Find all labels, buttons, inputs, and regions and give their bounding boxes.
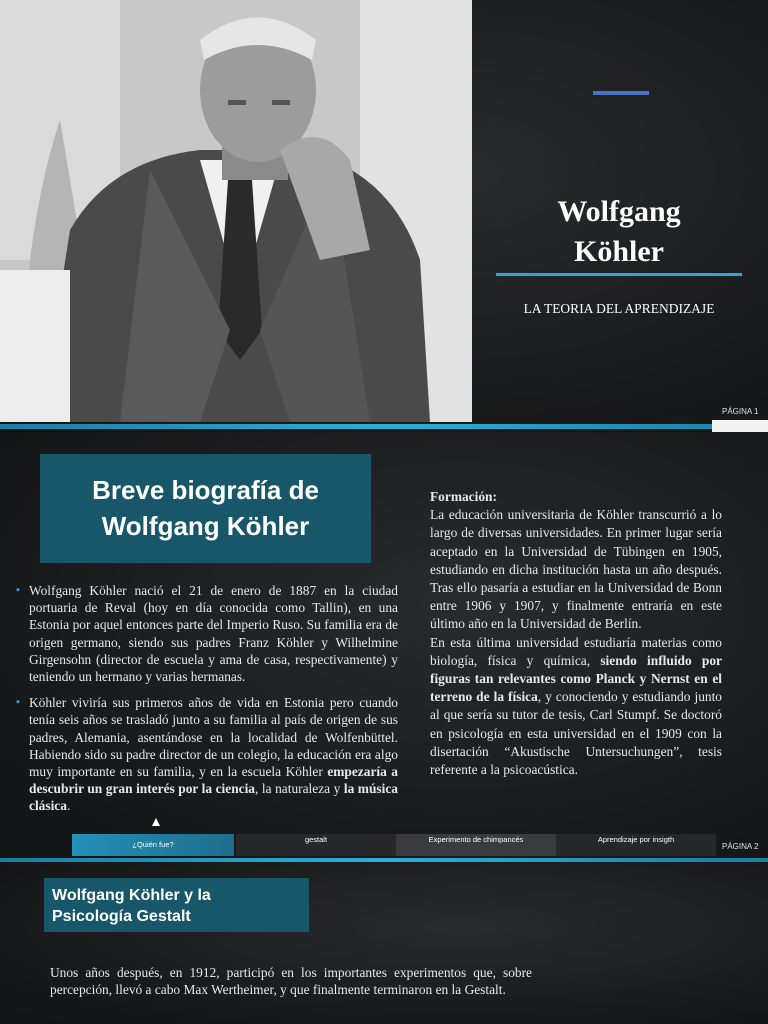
accent-bar (593, 91, 649, 95)
bullet-item: ▪ Wolfgang Köhler nació el 21 de enero de 1887 en la ciudad portuaria de Reval (hoy en día conocida como Tallin), en una Estonia por aquel entonces parte del Imperio Ruso. Su familia era de origen germano, siendo sus padres Franz Köhler y Wilhelmine Girgensohn (director de escuela y ama de casa, respectivamente) y teniendo un hermano y varias hermanas. (16, 582, 398, 685)
title-line-1: Wolfgang (557, 195, 681, 228)
heading-line-1: Wolfgang Köhler y la (52, 887, 211, 904)
nav-who-was-he[interactable]: ¿Quién fue? (72, 834, 234, 856)
title-underline (496, 273, 742, 276)
formacion-paragraph-1: La educación universitaria de Köhler transcurrió a lo largo de diversas universidades. En primer lugar sería aceptado en la Universidad de Tübingen en 1905, estudiando en dicha institución hasta un año después. Tras ello pasaría a estudiar en la Universidad de Bonn entre 1906 y 1907, y finalmente entraría en este último año en la Universidad de Berlín. (430, 507, 722, 632)
formacion-label: Formación: (430, 489, 497, 504)
gestalt-heading-box (44, 878, 309, 932)
portrait-photo (0, 0, 472, 422)
slide-title (480, 192, 758, 272)
nav-gestalt[interactable]: gestalt (236, 834, 396, 856)
nav-chimp-experiment[interactable]: Experimento de chimpancés (396, 834, 556, 856)
bottom-stripe-1 (0, 424, 768, 429)
heading-line-1: Breve biografía de (92, 475, 319, 505)
portrait-illustration (0, 0, 472, 422)
slide-3 (0, 862, 768, 1024)
heading-line-2: Psicología Gestalt (52, 908, 191, 925)
title-line-2: Köhler (574, 235, 664, 268)
nav-insight-learning[interactable]: Aprendizaje por insigth (556, 834, 716, 856)
formacion-column (430, 488, 722, 779)
slide-1 (0, 0, 768, 432)
formacion-paragraph-2: En esta última universidad estudiaría materias como biología, física y química, siendo influido por figuras tan relevantes como Planck y Nernst en el terreno de la física, y conociendo y estudiando junto al que sería su tutor de tesis, Carl Stumpf. Se doctoró en psicología en esta universidad en el 1909 con la disertación “Akustische Untersuchungen”, tesis referente a la psicoacústica. (430, 634, 723, 778)
page-label-2: PÁGINA 2 (722, 842, 759, 851)
gestalt-paragraph: Unos años después, en 1912, participó en los importantes experimentos que, sobre percepción, llevó a cabo Max Wertheimer, y que finalmente terminaron en la Gestalt. (50, 965, 532, 998)
biography-bullets (16, 582, 398, 824)
slide-navigation (0, 832, 768, 862)
slide-2 (0, 432, 768, 862)
bullet-item: ▪ Köhler viviría sus primeros años de vida en Estonia pero cuando tenía seis años se trasladó junto a su familia al país de origen de sus padres, Alemania, asentándose en la localidad de Wolfenbüttel. Habiendo sido su padre director de un colegio, la educación era algo muy importante en su familia, y en la escuela Köhler empezaría a descubrir un gran interés por la ciencia, la naturaleza y la música clásica. (16, 694, 398, 814)
page-tab-1 (712, 420, 768, 432)
biography-heading-box (40, 454, 371, 563)
page-label-1: PÁGINA 1 (722, 407, 759, 416)
heading-line-2: Wolfgang Köhler (101, 511, 310, 541)
pointer-cursor-icon (152, 818, 160, 826)
slide-subtitle: LA TEORIA DEL APRENDIZAJE (523, 301, 715, 316)
